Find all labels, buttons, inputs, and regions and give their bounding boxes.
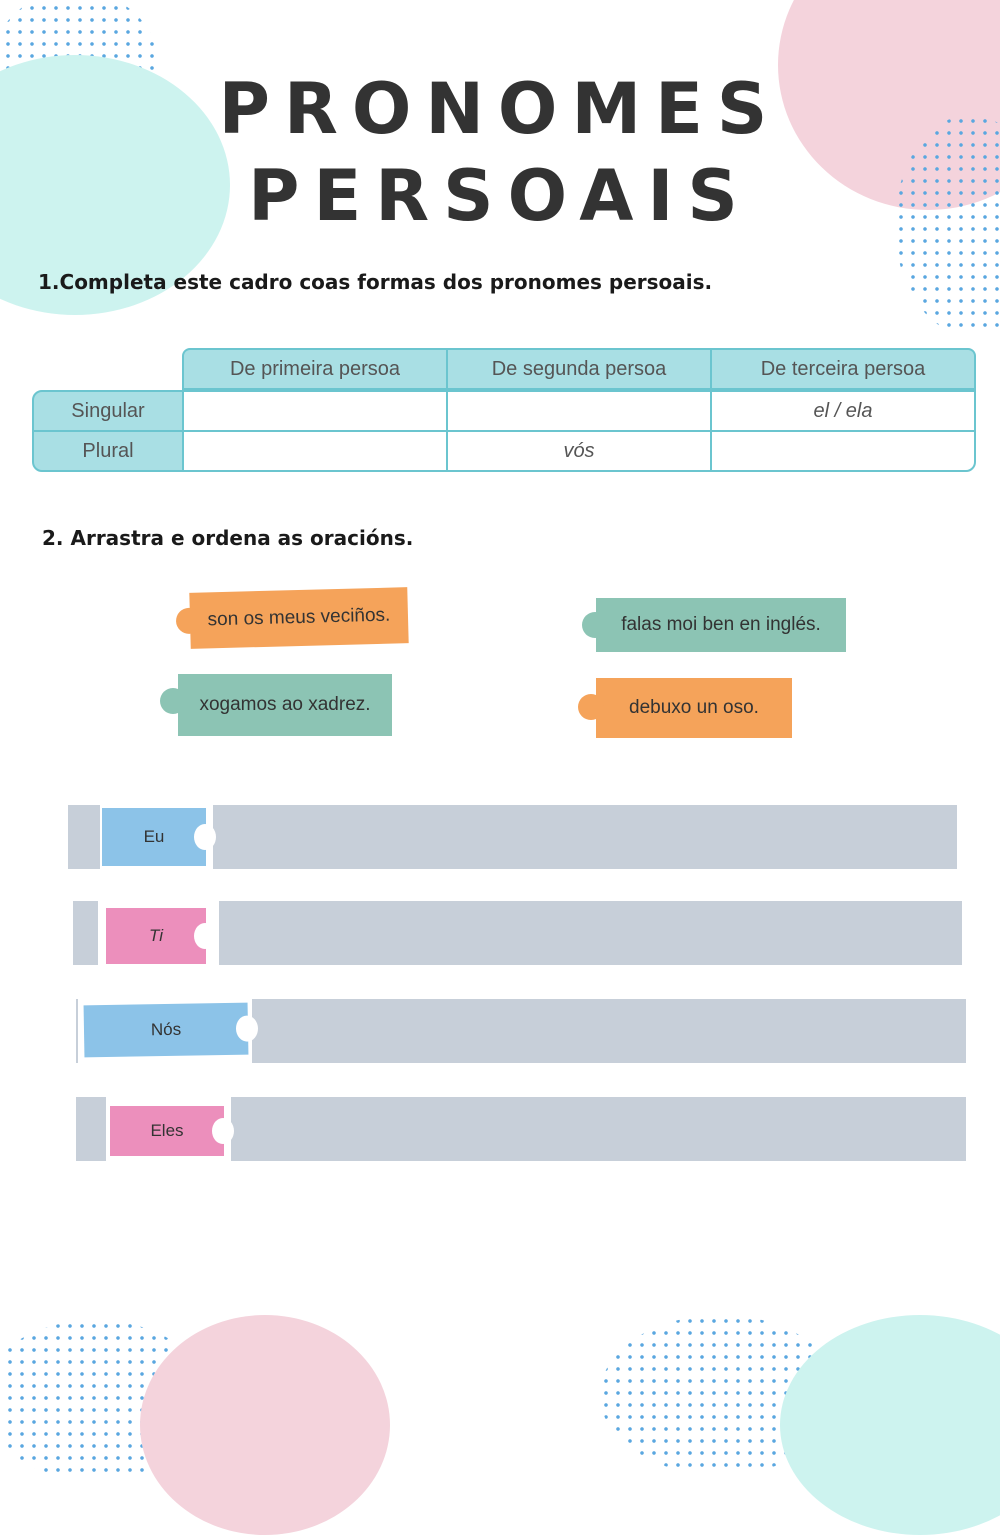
piece-knob: [578, 694, 604, 720]
drop-area-eles[interactable]: [232, 1097, 966, 1161]
pronoun-label: Eu: [143, 827, 165, 846]
piece-knob: [582, 612, 608, 638]
piece-notch: [194, 923, 216, 949]
piece-notch: [212, 1118, 234, 1144]
input-singular-second[interactable]: [446, 390, 712, 432]
input-plural-first[interactable]: [182, 430, 448, 472]
table-header-first-person: De primeira persoa: [182, 348, 448, 390]
exercise-2-instruction: 2. Arrastra e ordena as oracións.: [42, 526, 414, 550]
cell-singular-third: el / ela: [710, 390, 976, 432]
pronoun-table: [32, 348, 976, 474]
pronoun-label: Nós: [150, 1019, 182, 1040]
row-label-singular: Singular: [32, 390, 184, 432]
pink-circle-bottom-left: [140, 1315, 390, 1535]
pronoun-piece-eles: [110, 1106, 224, 1156]
pronoun-piece-eu: [102, 808, 206, 866]
pronoun-label: Eles: [150, 1121, 184, 1140]
pronoun-piece-ti: [106, 908, 206, 964]
piece-text: xogamos ao xadrez.: [199, 694, 371, 715]
drop-area-ti[interactable]: [220, 901, 962, 965]
piece-text: falas moi ben en inglés.: [621, 614, 821, 635]
pronoun-label: Ti: [148, 926, 163, 945]
piece-text: debuxo un oso.: [629, 697, 759, 718]
piece-text: son os meus veciños.: [207, 604, 391, 631]
piece-knob: [160, 688, 186, 714]
table-header-third-person: De terceira persoa: [710, 348, 976, 390]
page-title-line-1: PRONOMES: [218, 68, 782, 150]
sentence-piece-xogamos-ao-xadrez[interactable]: [178, 674, 392, 736]
sentence-piece-debuxo-un-oso[interactable]: [596, 678, 792, 738]
page-title-line-2: PERSOAIS: [248, 155, 752, 237]
sentence-piece-son-os-meus-vecinos[interactable]: [189, 587, 408, 649]
row-label-plural: Plural: [32, 430, 184, 472]
piece-notch: [194, 824, 216, 850]
piece-knob: [176, 608, 203, 635]
cell-plural-second: vós: [446, 430, 712, 472]
input-singular-first[interactable]: [182, 390, 448, 432]
pronoun-piece-nos: [84, 1003, 249, 1058]
sentence-piece-falas-moi-ben[interactable]: [596, 598, 846, 652]
drop-area-nos[interactable]: [253, 999, 966, 1063]
table-header-second-person: De segunda persoa: [446, 348, 712, 390]
input-plural-third[interactable]: [710, 430, 976, 472]
drop-area-eu[interactable]: [214, 805, 957, 869]
exercise-1-instruction: 1.Completa este cadro coas formas dos pronomes persoais.: [38, 270, 713, 294]
